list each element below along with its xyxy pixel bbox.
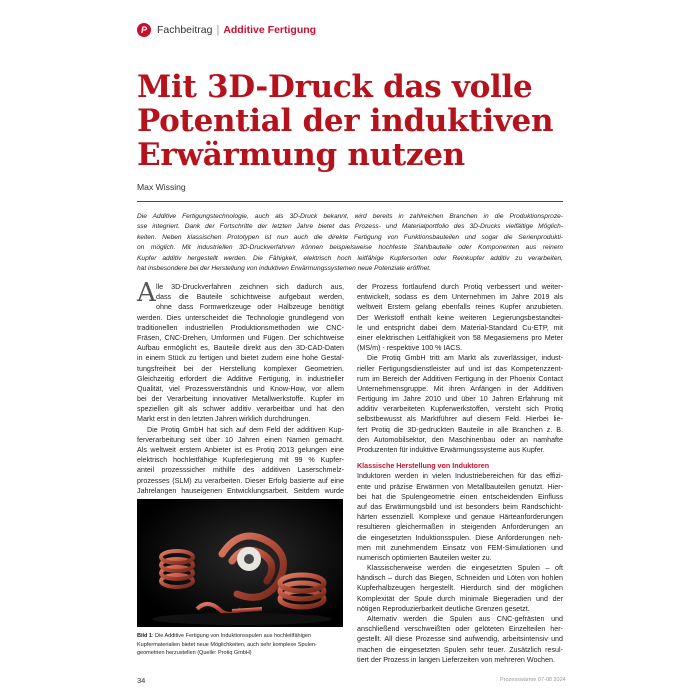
title-line: Mit 3D-Druck das volle	[137, 69, 533, 105]
drop-cap: A	[137, 278, 156, 308]
brand-logo-icon: P	[137, 23, 151, 37]
caption-label: Bild 1	[137, 633, 152, 639]
title-line: Potential der induktiven	[137, 103, 554, 139]
title-line: Erwärmung nutzen	[137, 137, 465, 173]
divider	[137, 201, 563, 202]
section-header	[137, 22, 316, 38]
author-name: Max Wissing	[137, 182, 186, 192]
section-subheading: Klassische Herstellung von Induktoren	[357, 462, 490, 471]
article-title	[137, 70, 577, 172]
journal-footer: Prozesswärme 07-08 2024	[500, 677, 566, 683]
page-number: 34	[137, 676, 146, 685]
photo-caption: Bild 1: Die Additive Fertigung von Induktionsspulen aus hochleitfähigen Kupfermaterialien bietet neue Möglichkeiten, auch sehr komplexe Spulen- geometrien herzustellen (Quelle: Protiq GmbH)	[137, 633, 317, 657]
header-topic: Additive Fertigung	[223, 24, 317, 36]
body-column-right: der Prozess fortlaufend durch Protiq verbessert und weiter- entwickelt, sodass es dem Unternehmen im Jahre 2019 als weltweit Erstem gelang ebenfalls reines Kupfer anzubieten. Der Werkstoff enthält keine weiteren Legierungsbestandtei- le und entspricht dabei dem Material-Standard Cu-ETP, mit einer elektrischen Leitfähigkeit von 58 Megasiemens pro Meter (MS/m) - respektive 100 % IACS. Die Protiq GmbH tritt am Markt als zuverlässiger, indust- rieller Fertigungsdienstleister auf und ist das Kompetenzzent- rum im Bereich der Additiven Fertigung in der Phoenix Contact Unternehmensgruppe. Mit ihren Anfängen in der Additiven Fertigung im Jahre 2010 und über 10 Jahren Erfahrung mit additiv verarbeiteten Kupferwerkstoffen, versteht sich Protiq selbstbewusst als Marktführer auf diesem Feld. Hierbei lie- fert Protiq die 3D-gedruckten Bauteile in alle Branchen z. B. den Automobilsektor, den Maschinenbau oder an namhafte Produzenten für induktive Erwärmungssysteme aus Kupfer. Klassische Herstellung von Induktoren Induktoren werden in vielen Industriebereichen für das effizi- ente und präzise Erwärmen von Metallbauteilen genutzt. Hier- bei hat die Spulengeometrie einen entscheidenden Einfluss auf das Erwärmungsbild und ist besonders beim Randschicht- härten essenziell. Komplexe und genaue Härteanforderungen resultieren gleichermaßen in steigenden Anforderungen an die eingesetzten Induktionsspulen. Diese Anforderungen neh- men mit zunehmendem Einsatz von FEM-Simulationen und numerisch optimierten Bauteilen weiter zu. Klassischerweise werden die eingesetzten Spulen – oft händisch – durch das Biegen, Schneiden und Löten von hohlen Kupferhalbzeugen hergestellt. Hierdurch sind der möglichen Komplexität der Spule durch minimale Biegeradien und der nötigen Reproduzierbarkeit deutliche Grenzen gesetzt. Alternativ werden die Spulen aus CNC-gefrästen und anschließend verschweißten oder gelöteten Einzelteilen her- gestellt. All diese Prozesse sind aufwendig, arbeitsintensiv und machen die eingesetzten Spulen sehr teuer. Zusätzlich resul- tiert der Prozess in langen Lieferzeiten von mehreren Wochen.	[357, 283, 563, 664]
body-column-left: lle 3D-Druckverfahren zeichnen sich dadurch aus, dass die Bauteile schichtweise aufgebaut werden, ohne dass Formwerkzeuge oder Halbzeuge benötigt werden. Dies unterscheidet die Technologie grundlegend von traditionellen industriellen Produktionsmethoden wie CNC- Fräsen, CNC-Drehen, Umformen und Fügen. Der schichtweise Aufbau ermöglicht es, Bauteile direkt aus den 3D-CAD-Daten in einem Stück zu fertigen und bietet zudem eine hohe Gestal- tungsfreiheit bei der Herstellung komplexer Geometrien. Gleichzeitig erfordert die Additive Fertigung, in industrieller Qualität, viel Prozessverständnis und Know-How, vor allem bei der Verarbeitung innovativer Metallwerkstoffe. Kupfer im speziellen gilt als schwer additiv verarbeitbar und hat den Markt erst in den letzten Jahren wirklich durchdrungen. Die Protiq GmbH hat sich auf dem Feld der additiven Kup- ferverarbeitung seit über 10 Jahren einen Namen gemacht. Als weltweit erstem Anbieter ist es Protiq 2013 gelungen eine elektrisch hochleitfähige Kupferlegierung mit 99 % Kupfer- anteil prozesssicher mithilfe des additiven Laserschmelz- prozesses (SLM) zu verarbeiten. Dieser Erfolg basierte auf eine Jahrelangen hauseigenen Entwicklungsarbeit. Seitdem wurde	[137, 283, 344, 495]
header-separator: |	[216, 24, 220, 36]
header-category: Fachbeitrag	[157, 24, 213, 36]
article-photo	[137, 499, 343, 627]
lead-paragraph: Die Additive Fertigungstechnologie, auch als 3D-Druck bekannt, wird bereits in zahlreichen Branchen in die Produktionsproze- sse integriert. Dank der Fortschritte der letzten Jahre bietet das Prozess- und Materialportfolio des 3D-Drucks vielfältige Möglich- keiten. Neben klassischen Prototypen ist nun auch die direkte Fertigung von Funktionsbauteilen und sogar die Serienprodukti- on möglich. Mit industriellen 3D-Druckverfahren können beispielsweise hochfeste Stahlbauteile oder Komponenten aus reinem Kupfer additiv hergestellt werden. Die Fähigkeit, elektrisch hoch leitfähige Kupfersorten oder Reinkupfer additiv zu verarbeiten, hat insbesondere bei der Herstellung von induktiven Erwärmungssystemen neue Potenziale eröffnet.	[137, 213, 563, 273]
induction-coils-image	[137, 499, 343, 627]
